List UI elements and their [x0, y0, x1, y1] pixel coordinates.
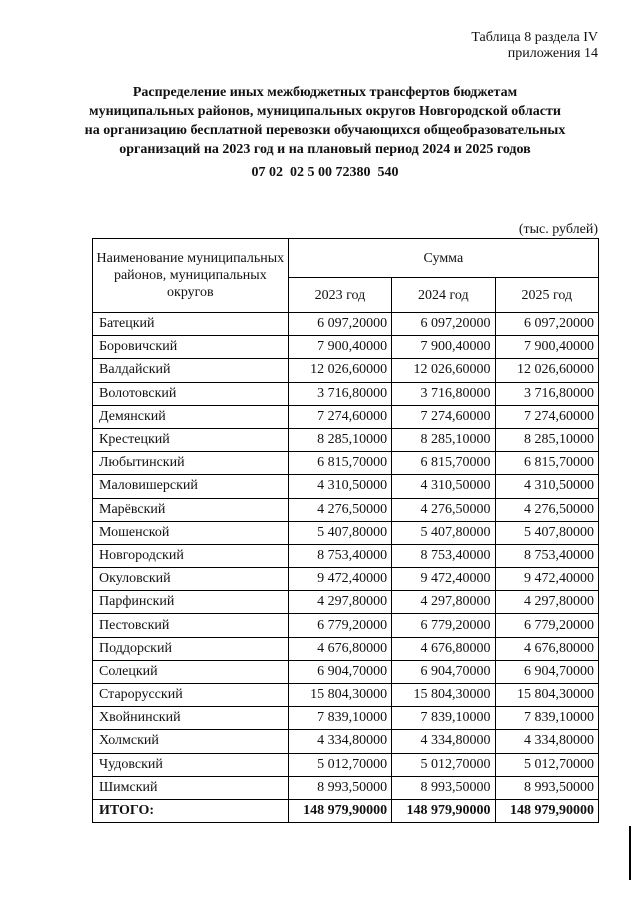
reference-line-1: Таблица 8 раздела IV	[471, 30, 598, 45]
units-label: (тыс. рублей)	[518, 222, 598, 237]
total-row	[93, 799, 599, 822]
row-value-2025: 7 900,40000	[495, 336, 598, 359]
title-line-3: на организацию бесплатной перевозки обучающихся общеобразовательных	[84, 123, 566, 138]
row-value-2023: 8 753,40000	[288, 544, 391, 567]
table-row	[93, 684, 599, 707]
row-name: Чудовский	[93, 753, 289, 776]
budget-code: 07 02 02 5 00 72380 540	[251, 165, 399, 180]
row-value-2025: 4 297,80000	[495, 591, 598, 614]
header-sum-column: Сумма	[288, 239, 598, 278]
row-value-2023: 3 716,80000	[288, 382, 391, 405]
row-value-2024: 7 900,40000	[392, 336, 495, 359]
row-value-2024: 4 297,80000	[392, 591, 495, 614]
table-row	[93, 707, 599, 730]
row-value-2023: 4 334,80000	[288, 730, 391, 753]
row-name: Демянский	[93, 405, 289, 428]
row-value-2024: 8 993,50000	[392, 776, 495, 799]
row-value-2025: 6 097,20000	[495, 313, 598, 336]
table-row	[93, 498, 599, 521]
table-row	[93, 452, 599, 475]
row-name: Старорусский	[93, 684, 289, 707]
row-value-2024: 5 407,80000	[392, 521, 495, 544]
row-value-2024: 4 334,80000	[392, 730, 495, 753]
table-row	[93, 521, 599, 544]
row-value-2023: 6 097,20000	[288, 313, 391, 336]
row-value-2024: 6 097,20000	[392, 313, 495, 336]
row-value-2023: 12 026,60000	[288, 359, 391, 382]
row-name: Любытинский	[93, 452, 289, 475]
row-value-2025: 5 012,70000	[495, 753, 598, 776]
row-value-2025: 12 026,60000	[495, 359, 598, 382]
table-row	[93, 776, 599, 799]
row-value-2023: 6 815,70000	[288, 452, 391, 475]
row-name: Хвойнинский	[93, 707, 289, 730]
row-value-2023: 7 839,10000	[288, 707, 391, 730]
row-value-2023: 5 407,80000	[288, 521, 391, 544]
row-name: Волотовский	[93, 382, 289, 405]
table-row	[93, 568, 599, 591]
row-value-2024: 8 285,10000	[392, 428, 495, 451]
row-value-2024: 7 274,60000	[392, 405, 495, 428]
row-name: Парфинский	[93, 591, 289, 614]
total-value-2025: 148 979,90000	[495, 799, 598, 822]
row-value-2024: 4 276,50000	[392, 498, 495, 521]
row-value-2025: 8 753,40000	[495, 544, 598, 567]
row-name: Марёвский	[93, 498, 289, 521]
table-row	[93, 591, 599, 614]
row-name: Крестецкий	[93, 428, 289, 451]
row-value-2025: 3 716,80000	[495, 382, 598, 405]
row-value-2023: 4 676,80000	[288, 637, 391, 660]
table-row	[93, 660, 599, 683]
row-value-2023: 4 297,80000	[288, 591, 391, 614]
row-value-2023: 5 012,70000	[288, 753, 391, 776]
header-name-column: Наименование муниципальных районов, муниципальных округов	[93, 239, 289, 313]
title-line-4: организаций на 2023 год и на плановый период 2024 и 2025 годов	[119, 142, 531, 157]
row-value-2025: 4 676,80000	[495, 637, 598, 660]
title-line-1: Распределение иных межбюджетных трансфертов бюджетам	[132, 85, 518, 100]
table-row	[93, 382, 599, 405]
row-value-2025: 4 276,50000	[495, 498, 598, 521]
row-name: Батецкий	[93, 313, 289, 336]
row-value-2023: 15 804,30000	[288, 684, 391, 707]
row-name: Новгородский	[93, 544, 289, 567]
row-name: Окуловский	[93, 568, 289, 591]
table-row	[93, 637, 599, 660]
row-name: Маловишерский	[93, 475, 289, 498]
header-year-2025: 2025 год	[495, 278, 598, 313]
title-line-2: муниципальных районов, муниципальных округов Новгородской области	[89, 104, 561, 119]
row-value-2023: 8 993,50000	[288, 776, 391, 799]
row-value-2024: 3 716,80000	[392, 382, 495, 405]
header-year-2023: 2023 год	[288, 278, 391, 313]
row-value-2025: 6 815,70000	[495, 452, 598, 475]
table-row	[93, 359, 599, 382]
row-name: Пестовский	[93, 614, 289, 637]
row-name: Мошенской	[93, 521, 289, 544]
header-year-2024: 2024 год	[392, 278, 495, 313]
total-label: ИТОГО:	[93, 799, 289, 822]
row-value-2024: 7 839,10000	[392, 707, 495, 730]
row-value-2024: 5 012,70000	[392, 753, 495, 776]
row-value-2024: 6 904,70000	[392, 660, 495, 683]
row-value-2023: 4 276,50000	[288, 498, 391, 521]
row-value-2025: 8 993,50000	[495, 776, 598, 799]
row-name: Шимский	[93, 776, 289, 799]
row-name: Поддорский	[93, 637, 289, 660]
margin-mark	[629, 826, 631, 880]
row-value-2024: 6 779,20000	[392, 614, 495, 637]
row-name: Солецкий	[93, 660, 289, 683]
total-value-2024: 148 979,90000	[392, 799, 495, 822]
row-value-2025: 7 274,60000	[495, 405, 598, 428]
row-value-2025: 5 407,80000	[495, 521, 598, 544]
row-value-2023: 6 904,70000	[288, 660, 391, 683]
table-row	[93, 336, 599, 359]
table-row	[93, 614, 599, 637]
row-value-2025: 4 334,80000	[495, 730, 598, 753]
row-name: Валдайский	[93, 359, 289, 382]
row-value-2025: 6 904,70000	[495, 660, 598, 683]
row-value-2023: 7 274,60000	[288, 405, 391, 428]
row-value-2024: 4 310,50000	[392, 475, 495, 498]
table-row	[93, 475, 599, 498]
row-value-2024: 12 026,60000	[392, 359, 495, 382]
table-reference	[471, 30, 598, 62]
row-value-2025: 9 472,40000	[495, 568, 598, 591]
row-value-2025: 8 285,10000	[495, 428, 598, 451]
row-value-2023: 8 285,10000	[288, 428, 391, 451]
reference-line-2: приложения 14	[507, 46, 598, 61]
total-value-2023: 148 979,90000	[288, 799, 391, 822]
row-value-2025: 15 804,30000	[495, 684, 598, 707]
transfers-table	[92, 238, 599, 823]
row-value-2023: 4 310,50000	[288, 475, 391, 498]
row-value-2025: 7 839,10000	[495, 707, 598, 730]
row-name: Боровичский	[93, 336, 289, 359]
row-value-2023: 7 900,40000	[288, 336, 391, 359]
row-value-2024: 9 472,40000	[392, 568, 495, 591]
table-row	[93, 428, 599, 451]
row-value-2024: 8 753,40000	[392, 544, 495, 567]
row-value-2024: 15 804,30000	[392, 684, 495, 707]
document-title	[60, 83, 590, 159]
row-name: Холмский	[93, 730, 289, 753]
table-row	[93, 313, 599, 336]
row-value-2025: 4 310,50000	[495, 475, 598, 498]
row-value-2024: 4 676,80000	[392, 637, 495, 660]
row-value-2023: 6 779,20000	[288, 614, 391, 637]
table-row	[93, 730, 599, 753]
table-row	[93, 544, 599, 567]
table-row	[93, 753, 599, 776]
table-row	[93, 405, 599, 428]
row-value-2024: 6 815,70000	[392, 452, 495, 475]
row-value-2023: 9 472,40000	[288, 568, 391, 591]
row-value-2025: 6 779,20000	[495, 614, 598, 637]
